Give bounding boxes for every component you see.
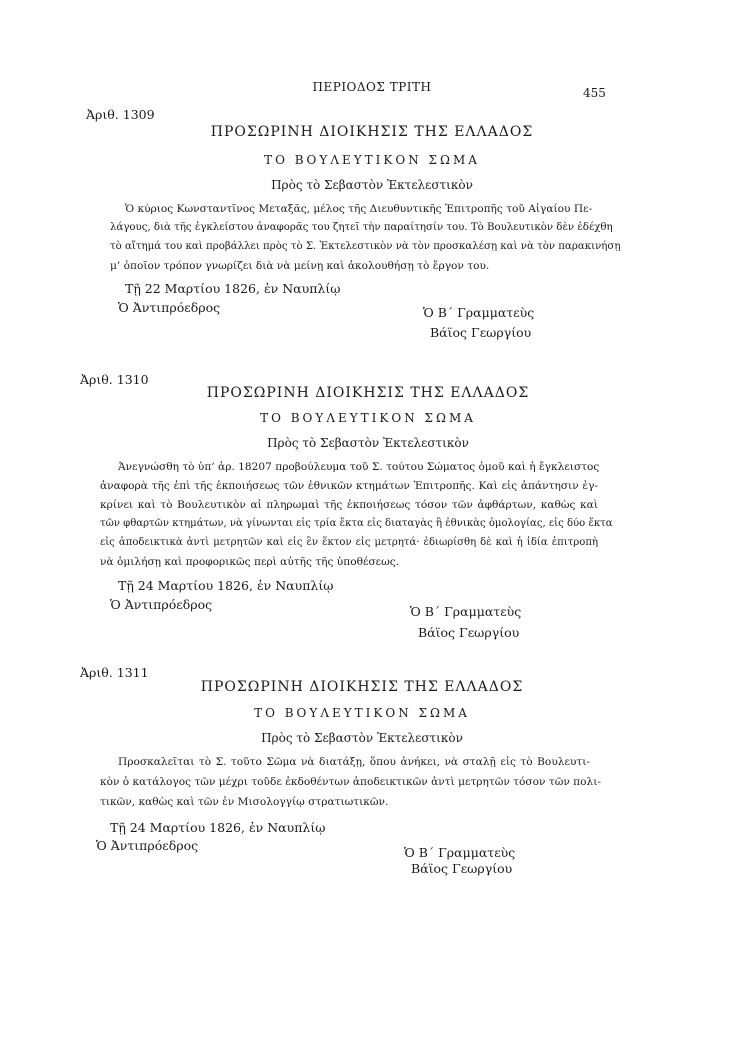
document-addressee: Πρὸς τὸ Σεβαστὸν Ἐκτελεστικὸν [271, 178, 473, 192]
running-head: ΠΕΡΙΟΔΟΣ ΤΡΙΤΗ [312, 80, 432, 94]
document-addressee: Πρὸς τὸ Σεβαστὸν Ἐκτελεστικὸν [261, 731, 463, 745]
body-line: Ὁ κύριος Κωνσταντῖνος Μεταξᾶς, μέλος τῆς Διευθυντικῆς Ἐπιτροπῆς τοῦ Αἰγαίου Πε- [125, 203, 593, 215]
body-line: εἰς ἀποδεικτικὰ ἀντὶ μετρητῶν καὶ εἰς ἓν ἕκτον εἰς μετρητά· ἐδιωρίσθη δὲ καὶ ἡ ἰδία ἐπιτροπὴ [100, 537, 598, 548]
body-line: λάγους, διὰ τῆς ἐγκλείστου ἀναφορᾶς του ζητεῖ τὴν παραίτησίν του. Τὸ Βουλευτικὸν δὲν ἐδέχθη [110, 222, 613, 233]
body-line: ἀναφορὰ τῆς ἐπὶ τῆς ἐκποιήσεως τῶν ἐθνικῶν κτημάτων Ἐπιτροπῆς. Καὶ εἰς ἀπάντησιν ἐγ- [100, 480, 598, 492]
body-line: Ἀνεγνώσθη τὸ ὑπ’ ἀρ. 18207 προβούλευμα τοῦ Σ. τούτου Σώματος ὁμοῦ καὶ ἡ ἔγκλειστος [118, 461, 600, 473]
signer-vice-president: Ὁ Ἀντιπρόεδρος [110, 597, 213, 612]
document-subheading: ΤΟ ΒΟΥΛΕΥΤΙΚΟΝ ΣΩΜΑ [260, 411, 476, 425]
body-line: νὰ ὁμιλήσῃ καὶ προφορικῶς περὶ αὐτῆς τῆς ὑποθέσεως. [100, 556, 400, 568]
date-line: Τῇ 24 Μαρτίου 1826, ἐν Ναυπλίῳ [118, 578, 334, 593]
document-number: Ἀριθ. 1311 [80, 665, 149, 680]
page-number: 455 [583, 86, 606, 100]
signer-secretary-name: Βάϊος Γεωργίου [430, 325, 532, 340]
date-line: Τῇ 22 Μαρτίου 1826, ἐν Ναυπλίῳ [125, 281, 341, 296]
body-line: τικῶν, καθὼς καὶ τῶν ἐν Μισολογγίῳ στρατιωτικῶν. [100, 796, 389, 808]
body-line: μ’ ὁποῖον τρόπον γνωρίζει διὰ νὰ μείνῃ καὶ ἀκολουθήσῃ τὸ ἔργον του. [110, 260, 490, 272]
signer-secretary-title: Ὁ Β΄ Γραμματεὺς [410, 604, 522, 619]
body-line: κρίνει καὶ τὸ Βουλευτικὸν αἱ πληρωμαὶ τῆς ἐκποιήσεως τόσον τῶν ἀφθάρτων, καθὼς καὶ [100, 499, 598, 511]
signer-secretary-name: Βάϊος Γεωργίου [418, 625, 520, 640]
signer-secretary-title: Ὁ Β΄ Γραμματεὺς [423, 305, 535, 320]
body-line: Προσκαλεῖται τὸ Σ. τοῦτο Σῶμα νὰ διατάξῃ, ὅπου ἀνήκει, νὰ σταλῇ εἰς τὸ Βουλευτι- [118, 756, 590, 768]
document-subheading: ΤΟ ΒΟΥΛΕΥΤΙΚΟΝ ΣΩΜΑ [264, 153, 480, 167]
body-line: τῶν φθαρτῶν κτημάτων, νὰ γίνωνται εἰς τρία ἕκτα εἰς διαταγὰς ἢ ἐθνικὰς ὁμολογίας, εἰς δύο ἕκτα [100, 518, 613, 529]
date-line: Τῇ 24 Μαρτίου 1826, ἐν Ναυπλίῳ [110, 820, 326, 835]
document-heading: ΠΡΟΣΩΡΙΝΗ ΔΙΟΙΚΗΣΙΣ ΤΗΣ ΕΛΛΑΔΟΣ [210, 124, 534, 140]
signer-vice-president: Ὁ Ἀντιπρόεδρος [118, 300, 221, 315]
body-line: κὸν ὁ κατάλογος τῶν μέχρι τοῦδε ἐκδοθέντων ἀποδεικτικῶν ἀντὶ μετρητῶν τόσον τῶν πολι- [100, 776, 601, 788]
document-heading: ΠΡΟΣΩΡΙΝΗ ΔΙΟΙΚΗΣΙΣ ΤΗΣ ΕΛΛΑΔΟΣ [200, 679, 524, 695]
signer-vice-president: Ὁ Ἀντιπρόεδρος [96, 838, 199, 853]
signer-secretary-title: Ὁ Β΄ Γραμματεὺς [404, 845, 516, 860]
signer-secretary-name: Βάϊος Γεωργίου [411, 861, 513, 876]
document-subheading: ΤΟ ΒΟΥΛΕΥΤΙΚΟΝ ΣΩΜΑ [254, 706, 470, 720]
document-heading: ΠΡΟΣΩΡΙΝΗ ΔΙΟΙΚΗΣΙΣ ΤΗΣ ΕΛΛΑΔΟΣ [206, 385, 530, 401]
document-number: Ἀριθ. 1310 [80, 372, 149, 387]
document-number: Ἀριθ. 1309 [86, 107, 155, 122]
body-line: τὸ αἴτημά του καὶ προβάλλει πρὸς τὸ Σ. Ἐκτελεστικὸν νὰ τὸν προσκαλέσῃ καὶ νὰ τὸν παρακινήσῃ [110, 241, 621, 252]
document-addressee: Πρὸς τὸ Σεβαστὸν Ἐκτελεστικὸν [267, 436, 469, 450]
